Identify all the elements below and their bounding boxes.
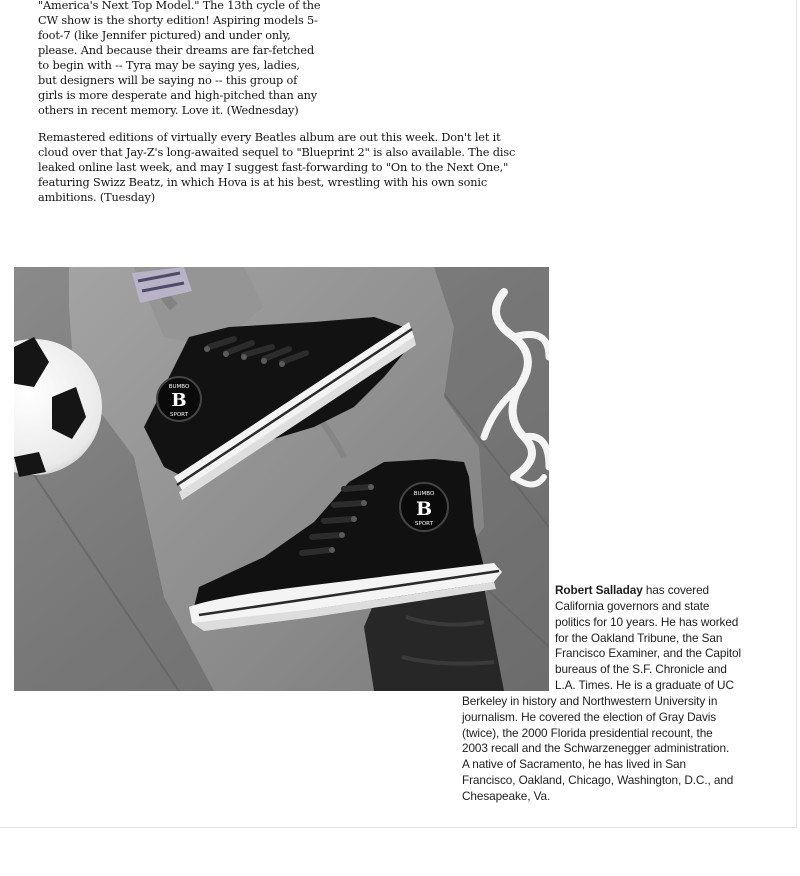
bio-line: journalism. He covered the election of Gray Davis (462, 710, 717, 724)
paragraph-line: leaked online last week, and may I suggest fast-forwarding to "On to the Next One," (38, 161, 509, 174)
bio-line: Chesapeake, Va. (462, 789, 551, 803)
page-bottom-border (0, 827, 797, 828)
paragraph-line: ambitions. (Tuesday) (38, 191, 155, 204)
badge-letter: B (171, 390, 187, 411)
badge-top-text: BUMBO (168, 384, 190, 390)
paragraph-line: to begin with -- Tyra may be saying yes, ladies, (38, 59, 300, 72)
paragraph-line: Remastered editions of virtually every Beatles album are out this week. Don't let it (38, 131, 501, 144)
bio-line: Francisco Examiner, and the Capitol (555, 646, 741, 660)
badge-bottom-text: SPORT (415, 521, 433, 527)
bio-line: California governors and state (555, 599, 710, 613)
paragraph-line: please. And because their dreams are far-fetched (38, 44, 315, 57)
article-paragraph-beatles-jayz (38, 130, 515, 205)
sneakers-photo (14, 267, 549, 691)
bio-line: 2003 recall and the Schwarzenegger administration. (462, 741, 730, 755)
paragraph-line: CW show is the shorty edition! Aspiring models 5- (38, 14, 318, 27)
bio-line: bureaus of the S.F. Chronicle and (555, 662, 727, 676)
paragraph-line: others in recent memory. Love it. (Wednesday) (38, 104, 299, 117)
bio-line: for the Oakland Tribune, the San (555, 631, 723, 645)
bio-line: has covered (642, 583, 710, 597)
author-name: Robert Salladay (555, 583, 643, 597)
badge-letter: B (415, 498, 433, 520)
paragraph-line: featuring Swizz Beatz, in which Hova is at his best, wrestling with his own sonic (38, 176, 487, 189)
bio-line: Francisco, Oakland, Chicago, Washington, D.C., and (462, 773, 734, 787)
bio-first-line (555, 583, 709, 599)
badge-top-text: BUMBO (413, 491, 435, 497)
bio-line: A native of Sacramento, he has lived in San (462, 757, 686, 771)
bio-line: politics for 10 years. He has worked (555, 615, 739, 629)
paragraph-line: but designers will be saying no -- this group of (38, 74, 298, 87)
paragraph-line: girls is more desperate and high-pitched than any (38, 89, 318, 102)
page-right-border (796, 0, 797, 828)
bio-line: Berkeley in history and Northwestern University in (462, 694, 718, 708)
paragraph-line: foot-7 (like Jennifer pictured) and under only, (38, 29, 291, 42)
bio-line: L.A. Times. He is a graduate of UC (555, 678, 734, 692)
article-paragraph-top-model (38, 0, 320, 118)
paragraph-line: "America's Next Top Model." The 13th cycle of the (38, 0, 321, 12)
bio-line: (twice), the 2000 Florida presidential recount, the (462, 726, 713, 740)
badge-bottom-text: SPORT (170, 412, 188, 418)
paragraph-line: cloud over that Jay-Z's long-awaited sequel to "Blueprint 2" is also available. The disc (38, 146, 516, 159)
